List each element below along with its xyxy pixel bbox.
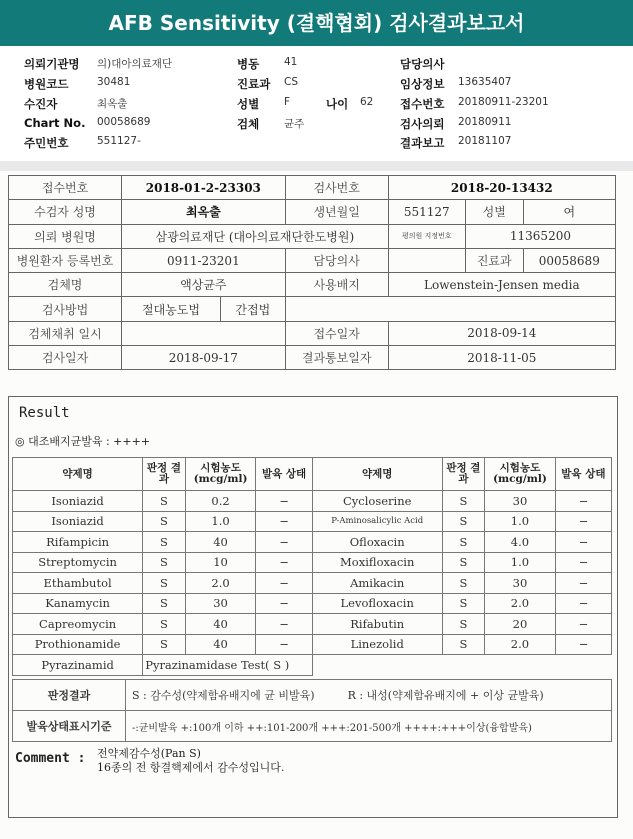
col-drug-left: 약제명 [13, 458, 143, 491]
request-value: 20180911 [458, 116, 512, 128]
left-growth: − [256, 552, 312, 573]
pyrazinamid-blank [312, 655, 611, 676]
right-concentration: 20 [485, 614, 556, 635]
request-label: 검사의뢰 [400, 117, 445, 131]
report-label: 결과보고 [400, 136, 445, 150]
left-growth: − [256, 511, 312, 532]
dob-value: 551127 [388, 200, 465, 224]
left-drug-name: Prothionamide [13, 634, 143, 655]
comment-label: Comment : [15, 751, 86, 766]
sex-label: 성별 [237, 97, 260, 111]
form-doctor-label: 담당의사 [285, 248, 388, 272]
notify-value: 2018-11-05 [388, 346, 615, 370]
specimen-label: 검체 [237, 117, 260, 131]
left-drug-name: Streptomycin [13, 552, 143, 573]
right-growth: − [555, 552, 611, 573]
right-verdict: S [442, 614, 484, 635]
col-verdict-right: 판정 결과 [442, 458, 484, 491]
form-doctor-value [388, 248, 465, 272]
left-growth: − [256, 573, 312, 594]
recv-no-value: 2018-01-2-23303 [122, 176, 286, 200]
right-concentration: 2.0 [485, 593, 556, 614]
right-verdict: S [442, 511, 484, 532]
pyrazinamid-name: Pyrazinamid [13, 655, 143, 676]
right-drug-name: Levofloxacin [312, 593, 442, 614]
hosp-label: 의뢰 병원명 [9, 224, 122, 248]
left-drug-name: Ethambutol [13, 573, 143, 594]
method-blank [285, 297, 615, 321]
right-drug-name: Amikacin [312, 573, 442, 594]
right-verdict: S [442, 491, 484, 512]
left-drug-name: Isoniazid [13, 511, 143, 532]
designated-value: 11365200 [465, 224, 615, 248]
table-row [13, 552, 612, 573]
table-row [13, 491, 612, 512]
report-title: AFB Sensitivity (결핵협회) 검사결과보고서 [0, 0, 633, 46]
dept-value: CS [284, 76, 298, 88]
right-verdict: S [442, 552, 484, 573]
right-growth: − [555, 573, 611, 594]
left-verdict: S [143, 552, 185, 573]
method-label: 검사방법 [9, 297, 122, 321]
left-verdict: S [143, 573, 185, 594]
right-drug-name: Rifabutin [312, 614, 442, 635]
left-verdict: S [143, 532, 185, 553]
dept-label: 진료과 [237, 77, 271, 91]
verdict-key-r: R : 내성(약제함유배지에 + 이상 균발육) [347, 689, 544, 702]
right-growth: − [555, 511, 611, 532]
growth-key-label: 발육상태표시기준 [13, 711, 126, 742]
name-label: 수검자 성명 [9, 200, 122, 224]
right-verdict: S [442, 532, 484, 553]
doctor-label: 담당의사 [400, 57, 445, 71]
designated-label: 평의원 지정번호 [388, 224, 465, 248]
table-row [13, 573, 612, 594]
right-concentration: 1.0 [485, 552, 556, 573]
ward-value: 41 [284, 56, 298, 68]
chart-label: Chart No. [24, 116, 86, 130]
pyrazinamid-value: Pyrazinamidase Test( S ) [143, 655, 313, 676]
specimen-name-label: 검체명 [9, 273, 122, 297]
right-drug-name: P-Aminosalicylic Acid [312, 511, 442, 532]
right-concentration: 30 [485, 491, 556, 512]
resident-label: 주민번호 [24, 136, 69, 150]
result-section [8, 396, 618, 818]
right-verdict: S [442, 634, 484, 655]
patient-info-table [8, 175, 616, 370]
notify-label: 결과통보일자 [285, 346, 388, 370]
form-sex-value: 여 [523, 200, 615, 224]
form-dept-label: 진료과 [465, 248, 523, 272]
recv-date-value: 2018-09-14 [388, 321, 615, 345]
col-conc-left: 시험농도 (mcg/ml) [185, 458, 256, 491]
medium-label: 사용배지 [285, 273, 388, 297]
receipt-value: 20180911-23201 [458, 96, 549, 108]
method-value-1: 절대농도법 [122, 297, 221, 321]
left-verdict: S [143, 634, 185, 655]
form-sex-label: 성별 [465, 200, 523, 224]
right-growth: − [555, 593, 611, 614]
right-concentration: 4.0 [485, 532, 556, 553]
left-growth: − [256, 593, 312, 614]
left-growth: − [256, 532, 312, 553]
left-concentration: 1.0 [185, 511, 256, 532]
specimen-value: 균주 [284, 118, 305, 130]
left-verdict: S [143, 491, 185, 512]
form-dept-value: 00058689 [523, 248, 615, 272]
right-growth: − [555, 634, 611, 655]
left-concentration: 0.2 [185, 491, 256, 512]
right-verdict: S [442, 593, 484, 614]
left-concentration: 40 [185, 614, 256, 635]
medium-value: Lowenstein-Jensen media [388, 273, 615, 297]
specimen-name-value: 액상균주 [122, 273, 286, 297]
growth-key-value: -:균비발육 +:100개 이하 ++:101-200개 +++:201-500개 ++++:+++이상(융합발육) [126, 711, 612, 742]
right-growth: − [555, 491, 611, 512]
left-verdict: S [143, 614, 185, 635]
comment-block [15, 747, 285, 774]
test-no-label: 검사번호 [285, 176, 388, 200]
result-title: Result [19, 405, 70, 421]
left-concentration: 30 [185, 593, 256, 614]
right-growth: − [555, 532, 611, 553]
left-concentration: 40 [185, 634, 256, 655]
name-value: 최옥출 [122, 200, 286, 224]
left-drug-name: Capreomycin [13, 614, 143, 635]
left-drug-name: Rifampicin [13, 532, 143, 553]
patno-value: 0911-23201 [122, 248, 286, 272]
col-growth-right: 발육 상태 [555, 458, 611, 491]
left-growth: − [256, 491, 312, 512]
right-drug-name: Linezolid [312, 634, 442, 655]
legend-table [12, 679, 612, 742]
clinical-value: 13635407 [458, 76, 512, 88]
report-header [0, 48, 633, 160]
recv-date-label: 접수일자 [285, 321, 388, 345]
patient-label: 수진자 [24, 97, 58, 111]
table-row [13, 593, 612, 614]
resident-value: 551127- [97, 135, 141, 147]
test-no-value: 2018-20-13432 [388, 176, 615, 200]
right-concentration: 30 [485, 573, 556, 594]
verdict-key-s: S : 감수성(약제함유배지에 균 비발육) [132, 689, 315, 702]
collect-value [122, 321, 286, 345]
col-growth-left: 발육 상태 [256, 458, 312, 491]
age-value: 62 [360, 96, 374, 108]
left-concentration: 10 [185, 552, 256, 573]
hospital-code-label: 병원코드 [24, 77, 69, 91]
clinical-label: 임상정보 [400, 77, 445, 91]
sensitivity-table [12, 457, 612, 676]
left-drug-name: Isoniazid [13, 491, 143, 512]
dob-label: 생년월일 [285, 200, 388, 224]
separator-band [0, 161, 633, 171]
table-row [13, 511, 612, 532]
col-drug-right: 약제명 [312, 458, 442, 491]
institution-value: 의)대아의료재단 [97, 58, 173, 70]
comment-text [97, 747, 497, 775]
left-growth: − [256, 634, 312, 655]
left-verdict: S [143, 511, 185, 532]
right-drug-name: Cycloserine [312, 491, 442, 512]
patno-label: 병원환자 등록번호 [9, 248, 122, 272]
col-verdict-left: 판정 결과 [143, 458, 185, 491]
scanned-report [0, 171, 633, 839]
right-drug-name: Ofloxacin [312, 532, 442, 553]
age-label: 나이 [326, 97, 349, 111]
right-growth: − [555, 614, 611, 635]
table-row [13, 634, 612, 655]
left-verdict: S [143, 593, 185, 614]
institution-label: 의뢰기관명 [24, 57, 80, 71]
right-concentration: 1.0 [485, 511, 556, 532]
chart-value: 00058689 [97, 116, 151, 128]
report-value: 20181107 [458, 135, 512, 147]
right-drug-name: Moxifloxacin [312, 552, 442, 573]
right-concentration: 2.0 [485, 634, 556, 655]
receipt-label: 접수번호 [400, 97, 445, 111]
control-growth: ◎ 대조배지균발육 : ++++ [15, 435, 151, 448]
hospital-code-value: 30481 [97, 76, 131, 88]
left-growth: − [256, 614, 312, 635]
comment-line-1: 전약제감수성(Pan S) [97, 747, 201, 760]
patient-value: 최옥출 [97, 98, 128, 110]
hosp-value: 삼광의료재단 (대아의료재단한도병원) [122, 224, 389, 248]
test-date-value: 2018-09-17 [122, 346, 286, 370]
recv-no-label: 접수번호 [9, 176, 122, 200]
col-conc-right: 시험농도 (mcg/ml) [485, 458, 556, 491]
comment-line-2: 16종의 전 항결핵제에서 감수성입니다. [97, 761, 285, 774]
verdict-key-label: 판정결과 [13, 680, 126, 711]
left-drug-name: Kanamycin [13, 593, 143, 614]
verdict-key-values [126, 680, 612, 711]
left-concentration: 2.0 [185, 573, 256, 594]
table-row [13, 532, 612, 553]
sex-value: F [284, 96, 291, 108]
right-verdict: S [442, 573, 484, 594]
left-concentration: 40 [185, 532, 256, 553]
ward-label: 병동 [237, 57, 260, 71]
table-row [13, 614, 612, 635]
test-date-label: 검사일자 [9, 346, 122, 370]
collect-label: 검체채취 일시 [9, 321, 122, 345]
method-value-2: 간접법 [220, 297, 285, 321]
